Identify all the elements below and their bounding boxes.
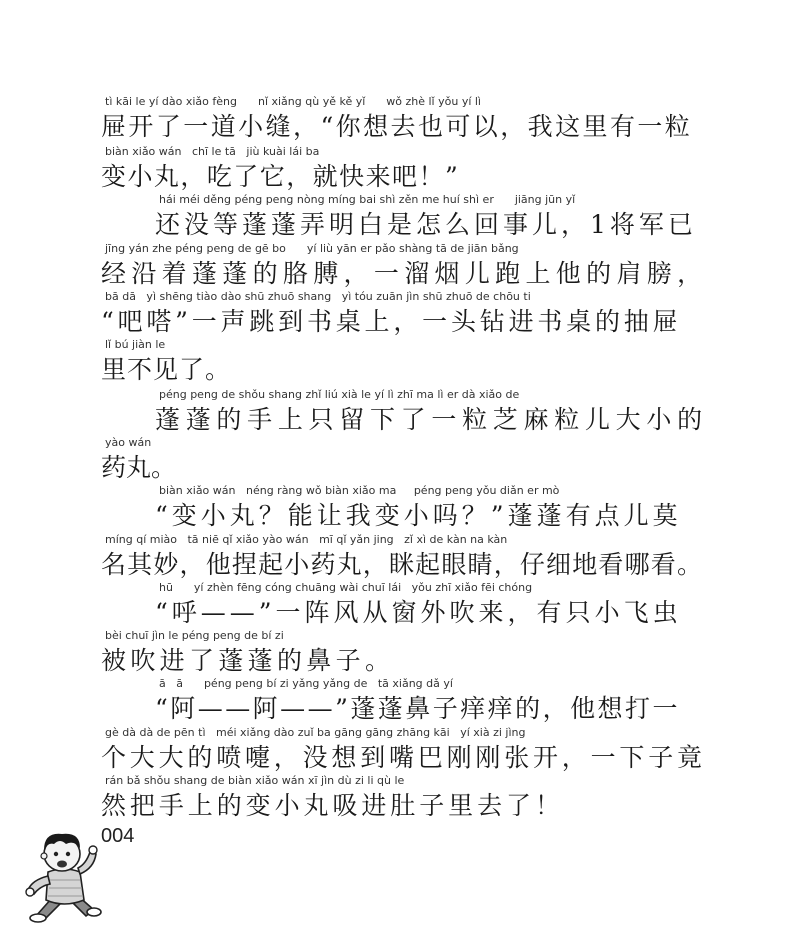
hanzi-line [0, 595, 800, 631]
pinyin-text: tì kāi le yí dào xiǎo fèng nǐ xiǎng qù yě kě yǐ wǒ zhè lǐ yǒu yí lì [105, 95, 481, 108]
pinyin-text: lǐ bú jiàn le [105, 338, 166, 351]
hanzi-line [0, 159, 800, 195]
hanzi-text: 名其妙，他捏起小药丸，眯起眼睛，仔细地看哪看。 [101, 550, 704, 579]
pinyin-text: péng peng de shǒu shang zhǐ liú xià le yí lì zhī ma lì er dà xiǎo de [159, 388, 520, 401]
hanzi-line [0, 352, 800, 388]
hanzi-line [0, 498, 800, 534]
hanzi-text: 变小丸，吃了它，就快来吧！” [101, 162, 460, 191]
hanzi-line [0, 740, 800, 776]
hanzi-text: 蓬蓬的手上只留下了一粒芝麻粒儿大小的 [155, 405, 708, 434]
hanzi-line [0, 547, 800, 583]
hanzi-text: “呼——”一阵风从窗外吹来，有只小飞虫 [155, 598, 682, 627]
cartoon-boy-icon [14, 824, 114, 924]
hanzi-text: 被吹进了蓬蓬的鼻子。 [101, 646, 395, 675]
hanzi-line [0, 450, 800, 486]
pinyin-text: biàn xiǎo wán chī le tā jiù kuài lái ba [105, 145, 320, 158]
hanzi-text: “吧嗒”一声跳到书桌上，一头钻进书桌的抽屉 [101, 307, 682, 336]
hanzi-text: 然把手上的变小丸吸进肚子里去了！ [101, 791, 564, 820]
hanzi-line [0, 788, 800, 824]
pinyin-text: ā ā péng peng bí zi yǎng yǎng de tā xiǎng dǎ yí [159, 677, 453, 690]
hanzi-text: 屉开了一道小缝，“你想去也可以，我这里有一粒 [101, 112, 693, 141]
hanzi-line [0, 207, 800, 243]
pinyin-text: hū yí zhèn fēng cóng chuāng wài chuī lái yǒu zhī xiǎo fēi chóng [159, 581, 533, 594]
pinyin-text: bā dā yì shēng tiào dào shū zhuō shang yì tóu zuān jìn shū zhuō de chōu ti [105, 290, 531, 303]
hanzi-line [0, 256, 800, 292]
pinyin-text: biàn xiǎo wán néng ràng wǒ biàn xiǎo ma péng peng yǒu diǎn er mò [159, 484, 560, 497]
hanzi-text: 还没等蓬蓬弄明白是怎么回事儿，1将军已 [155, 210, 697, 239]
hanzi-line [0, 402, 800, 438]
hanzi-text: 个大大的喷嚏，没想到嘴巴刚刚张开，一下子竟 [101, 743, 706, 772]
pinyin-text: jīng yán zhe péng peng de gē bo yí liù yān er pǎo shàng tā de jiān bǎng [105, 242, 519, 255]
hanzi-text: “变小丸？能让我变小吗？”蓬蓬有点儿莫 [155, 501, 682, 530]
hanzi-text: 里不见了。 [101, 355, 232, 384]
pinyin-text: yào wán [105, 436, 152, 449]
pinyin-text: rán bǎ shǒu shang de biàn xiǎo wán xī jìn dù zi li qù le [105, 774, 405, 787]
page-number: 004 [101, 825, 135, 847]
pinyin-text: hái méi děng péng peng nòng míng bai shì zěn me huí shì er jiāng jūn yǐ [159, 193, 576, 206]
hanzi-line [0, 109, 800, 145]
hanzi-text: 药丸。 [101, 453, 177, 482]
pinyin-text: míng qí miào tā niē qǐ xiǎo yào wán mī qǐ yǎn jing zǐ xì de kàn na kàn [105, 533, 508, 546]
hanzi-line [0, 304, 800, 340]
hanzi-line [0, 643, 800, 679]
hanzi-text: “阿——阿——”蓬蓬鼻子痒痒的，他想打一 [155, 694, 680, 723]
pinyin-text: gè dà dà de pēn tì méi xiǎng dào zuǐ ba gāng gāng zhāng kāi yí xià zi jìng [105, 726, 526, 739]
hanzi-line [0, 691, 800, 727]
hanzi-text: 经沿着蓬蓬的胳膊，一溜烟儿跑上他的肩膀， [101, 259, 708, 288]
pinyin-text: bèi chuī jìn le péng peng de bí zi [105, 629, 284, 642]
